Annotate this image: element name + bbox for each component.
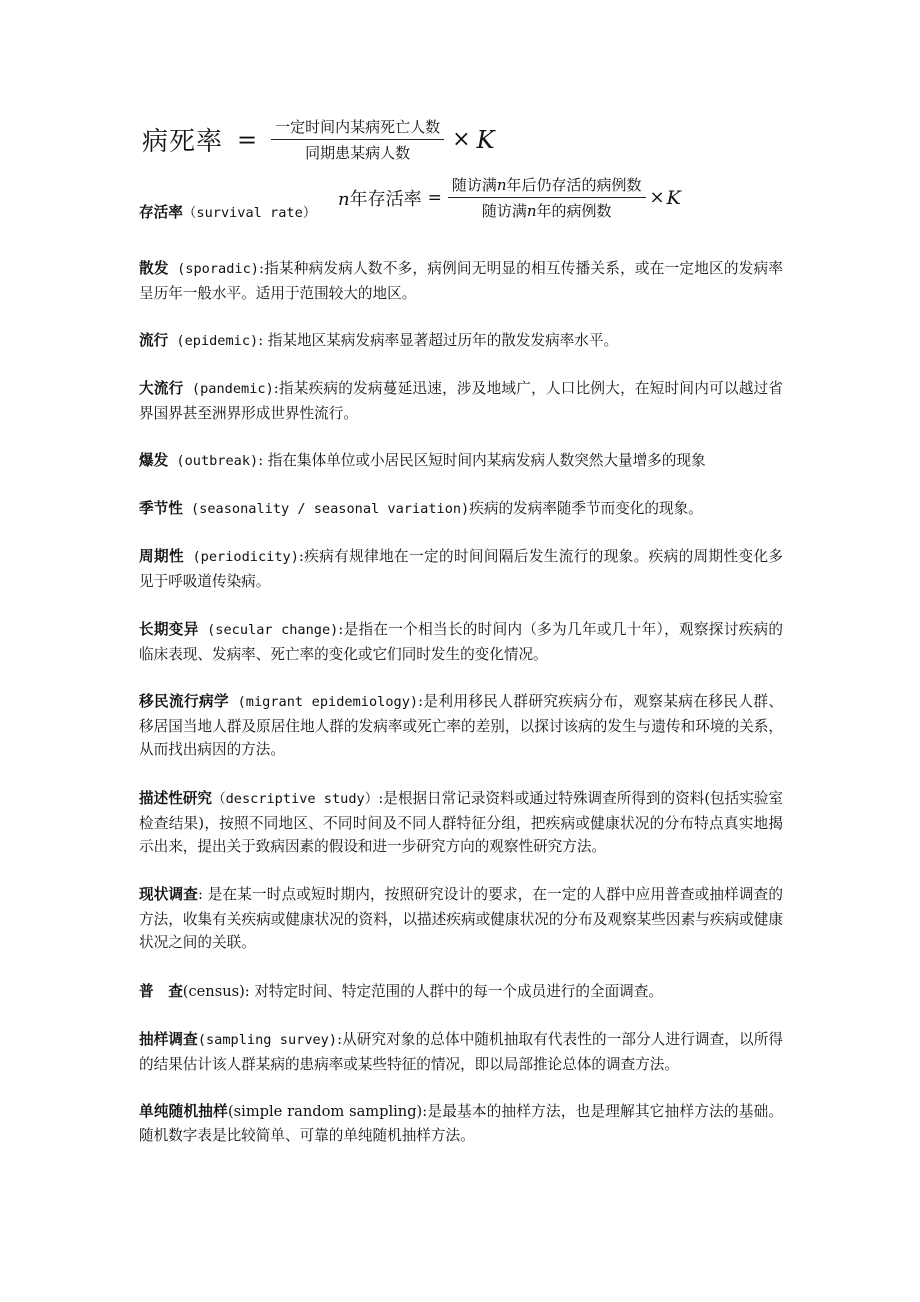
entry-survival-rate (139, 201, 783, 226)
denominator-post: 年的病例数 (536, 202, 612, 220)
entry-term: 现状调查 (139, 886, 199, 903)
entry-english: (secular change) (198, 622, 339, 638)
entry-english: (outbreak) (168, 453, 259, 469)
entry-term: 散发 (139, 260, 169, 277)
formula-n: n (338, 188, 350, 210)
entry-prevalence-survey (139, 883, 783, 955)
entry-english: (simple random sampling) (227, 1103, 423, 1120)
formula-lhs-text: 年存活率 (349, 188, 422, 210)
formula-equals: = (427, 187, 442, 208)
entry-text: :是利用移民人群研究疾病分布，观察某病在移民人群、移居国当地人群及原居住地人群的发病率或死亡率的差别，以探讨该病的发生与遗传和环境的关系，从而找出病因的方法。 (139, 693, 783, 758)
entry-english: (pandemic) (183, 381, 274, 397)
numerator-pre: 随访满 (451, 176, 497, 194)
formula-denominator: 同期患某病人数 (305, 144, 411, 162)
formula-lhs: 病死率 (142, 127, 224, 157)
entry-english: (seasonality / seasonal variation) (182, 501, 470, 517)
formula-equals: = (237, 125, 258, 154)
entry-term: 移民流行病学 (139, 693, 230, 710)
entry-text: :是最基本的抽样方法，也是理解其它抽样方法的基础。随机数字表是比较简单、可靠的单纯随机抽样方法。 (139, 1103, 783, 1144)
entry-english: (sampling survey) (197, 1032, 338, 1048)
numerator-post: 年后仍存活的病例数 (506, 176, 642, 194)
entry-simple-random-sampling (139, 1100, 783, 1147)
formula-numerator (448, 174, 646, 198)
entry-term: 普 查 (139, 983, 183, 1000)
formula-times: × (649, 187, 665, 208)
formula-constant: K (476, 125, 495, 154)
formula-numerator: 一定时间内某病死亡人数 (271, 116, 444, 140)
entry-english: （survival rate） (182, 205, 317, 221)
entry-english: （descriptive study） (211, 791, 379, 807)
entry-english: (sporadic) (168, 261, 259, 277)
mortality-rate-formula (142, 116, 495, 163)
entry-text: : 是在某一时点或短时期内，按照研究设计的要求，在一定的人群中应用普查或抽样调查的方法，收集有关疾病或健康状况的资料，以描述疾病或健康状况的分布及观察某些因素与疾病或健康状况之间的关联。 (139, 886, 783, 951)
entry-epidemic (139, 329, 783, 354)
entry-text: : 对特定时间、特定范围的人群中的每一个成员进行的全面调查。 (244, 983, 663, 1000)
formula-constant: K (666, 186, 681, 209)
denominator-n: n (526, 202, 537, 220)
entry-text: :指某疾病的发病蔓延迅速，涉及地域广，人口比例大，在短时间内可以越过省界国界甚至洲界形成世界性流行。 (139, 380, 783, 422)
numerator-n: n (496, 176, 507, 194)
entry-outbreak (139, 449, 783, 474)
entry-text: :从研究对象的总体中随机抽取有代表性的一部分人进行调查，以所得的结果估计该人群某病的患病率或某些特征的情况，即以局部推论总体的调查方法。 (139, 1031, 783, 1073)
entry-term: 季节性 (139, 500, 183, 517)
entry-pandemic (139, 377, 783, 425)
entry-text: :是指在一个相当长的时间内（多为几年或几十年），观察探讨疾病的临床表现、发病率、死亡率的变化或它们同时发生的变化情况。 (139, 621, 783, 663)
entry-term: 长期变异 (139, 621, 199, 638)
entry-seasonality (139, 497, 783, 522)
entry-periodicity (139, 545, 783, 593)
entry-term: 抽样调查 (139, 1031, 198, 1048)
entry-text: 疾病的发病率随季节而变化的现象。 (469, 500, 703, 517)
entry-text: :是根据日常记录资料或通过特殊调查所得到的资料(包括实验室检查结果)，按照不同地区、不同时间及不同人群特征分组，把疾病或健康状况的分布特点真实地揭示出来，提出关于致病因素的假设和进一步研究方向的观察性研究方法。 (139, 790, 783, 855)
entry-term: 单纯随机抽样 (139, 1103, 228, 1120)
entry-term: 大流行 (139, 380, 184, 397)
entry-english: (census) (182, 983, 245, 1000)
entry-term: 周期性 (139, 548, 184, 565)
entry-term: 爆发 (139, 452, 169, 469)
entry-text: : 指在集体单位或小居民区短时间内某病发病人数突然大量增多的现象 (258, 452, 706, 469)
entry-english: (epidemic) (168, 333, 259, 349)
formula-times: × (452, 127, 471, 152)
formula-fraction (271, 116, 444, 163)
entry-sporadic (139, 257, 783, 305)
entry-text: :指某种病发病人数不多，病例间无明显的相互传播关系，或在一定地区的发病率呈历年一般水平。适用于范围较大的地区。 (139, 260, 783, 302)
entry-text: :疾病有规律地在一定的时间间隔后发生流行的现象。疾病的周期性变化多见于呼吸道传染病。 (139, 548, 784, 590)
entry-term: 流行 (139, 332, 169, 349)
entry-secular-change (139, 618, 783, 666)
entry-census (139, 980, 783, 1004)
entry-sampling-survey (139, 1028, 783, 1076)
entry-descriptive-study (139, 787, 783, 859)
entry-term: 存活率 (139, 204, 183, 221)
entry-term: 描述性研究 (139, 790, 212, 807)
denominator-pre: 随访满 (481, 202, 527, 220)
entry-english: (periodicity) (183, 549, 299, 565)
entry-english: (migrant epidemiology) (229, 694, 419, 710)
entry-migrant-epidemiology (139, 690, 783, 762)
entry-text: : 指某地区某病发病率显著超过历年的散发发病率水平。 (258, 332, 619, 349)
